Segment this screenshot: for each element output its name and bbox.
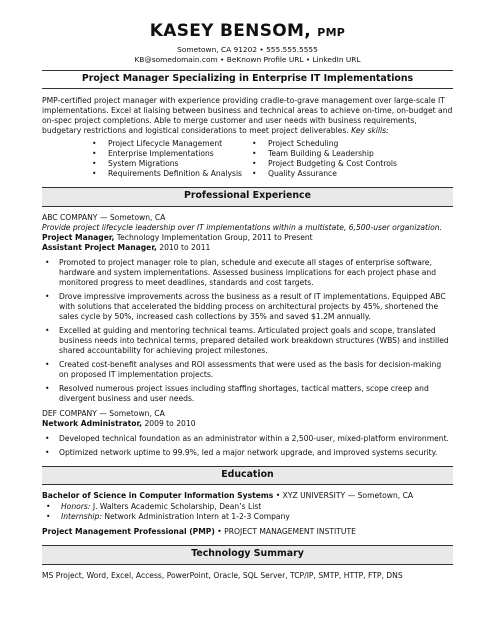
- education-block: [42, 491, 453, 537]
- headline: Project Manager Specializing in Enterprise IT Implementations: [42, 70, 453, 89]
- role-title: Project Manager,: [42, 232, 115, 242]
- job-company: ABC COMPANY — Sometown, CA: [42, 212, 166, 222]
- skills-label: Key skills:: [351, 126, 389, 136]
- contact-block: [42, 45, 453, 65]
- name-text: KASEY BENSOM,: [149, 21, 311, 41]
- certification: Project Management Professional (PMP): [42, 527, 215, 537]
- skill-item: • System Migrations: [90, 159, 250, 169]
- role-detail: 2009 to 2010: [142, 418, 196, 428]
- section-title-technology: Technology Summary: [42, 545, 453, 564]
- section-title-experience: Professional Experience: [42, 187, 453, 206]
- skills-column-1: [90, 139, 250, 179]
- skill-item: • Enterprise Implementations: [90, 149, 250, 159]
- skill-item: • Project Budgeting & Cost Controls: [250, 159, 397, 169]
- skill-item: • Project Lifecycle Management: [90, 139, 250, 149]
- job-def: [42, 409, 453, 458]
- honors-item: [42, 502, 453, 512]
- job-role: [42, 233, 453, 243]
- bullet-item: • Promoted to project manager role to plan, schedule and execute all stages of enterprise software, hardware and system implementations. Assessed business implications for each project phase and monitored progress to meet deadlines, standards and cost targets.: [42, 258, 453, 288]
- certification-line: [42, 527, 453, 537]
- honors-label: Honors:: [61, 502, 91, 512]
- job-abc: [42, 213, 453, 404]
- job-description: Provide project lifecycle leadership over IT implementations within a multistate, 6,500-user organization.: [42, 222, 442, 232]
- online-line: KB@somedomain.com • BeKnown Profile URL • LinkedIn URL: [134, 54, 361, 64]
- internship-item: [42, 512, 453, 522]
- address-line: Sometown, CA 91202 • 555.555.5555: [177, 44, 318, 54]
- job-company: DEF COMPANY — Sometown, CA: [42, 408, 165, 418]
- skills-list: [90, 139, 453, 179]
- skill-item: • Project Scheduling: [250, 139, 397, 149]
- role-title: Assistant Project Manager,: [42, 242, 157, 252]
- bullet-item: • Created cost-benefit analyses and ROI assessments that were used as the basis for decision-making on proposed IT implementation projects.: [42, 360, 453, 380]
- internship-label: Internship:: [61, 512, 102, 522]
- summary: [42, 96, 453, 179]
- degree-line: [42, 491, 453, 501]
- role-detail: 2010 to 2011: [156, 242, 211, 252]
- role-detail: Technology Implementation Group, 2011 to Present: [114, 232, 313, 242]
- technology-list: MS Project, Word, Excel, Access, PowerPoint, Oracle, SQL Server, TCP/IP, SMTP, HTTP, FTP, DNS: [42, 570, 403, 580]
- bullet-item: • Resolved numerous project issues including staffing shortages, tactical matters, scope creep and divergent business and user needs.: [42, 384, 453, 404]
- school: • XYZ UNIVERSITY — Sometown, CA: [273, 491, 414, 501]
- job-role: [42, 243, 453, 253]
- credential: PMP: [317, 26, 346, 39]
- internship-text: Network Administration Intern at 1-2-3 Company: [101, 512, 290, 522]
- bullet-item: • Developed technical foundation as an administrator within a 2,500-user, mixed-platform environment.: [42, 434, 453, 444]
- bullet-item: • Optimized network uptime to 99.9%, led a major network upgrade, and improved systems security.: [42, 448, 453, 458]
- job-bullets: [42, 434, 453, 458]
- bullet-item: • Drove impressive improvements across the business as a result of IT implementations. Equipped ABC with solutions that accelerated the bidding process on architectural projects by 45%, shortened the sales cycle by 50%, increased cash collections by 35% and saved $1.2M annually.: [42, 292, 453, 322]
- bullet-item: • Excelled at guiding and mentoring technical teams. Articulated project goals and scope, translated business needs into technical terms, prepared detailed work breakdown structures (WBS) and instilled shared accountability for achieving project milestones.: [42, 326, 453, 356]
- summary-text: PMP-certified project manager with experience providing cradle-to-grave management over large-scale IT implementations. Excel at liaising between business and technical areas to achieve on-time, on-budget and on-spec project completions. Able to merge customer and user needs with business requirements, budgetary restrictions and logistical considerations to meet project deliverables.: [42, 96, 453, 136]
- skills-column-2: [250, 139, 397, 179]
- degree: Bachelor of Science in Computer Information Systems: [42, 491, 274, 501]
- skill-item: • Requirements Definition & Analysis: [90, 169, 250, 179]
- skill-item: • Quality Assurance: [250, 169, 397, 179]
- role-title: Network Administrator,: [42, 418, 143, 428]
- certification-org: • PROJECT MANAGEMENT INSTITUTE: [214, 527, 356, 537]
- section-title-education: Education: [42, 466, 453, 485]
- education-details: [42, 502, 453, 522]
- skill-item: • Team Building & Leadership: [250, 149, 397, 159]
- honors-text: J. Walters Academic Scholarship, Dean’s List: [90, 502, 262, 512]
- job-role: [42, 419, 453, 429]
- candidate-name: [42, 22, 453, 41]
- job-bullets: [42, 258, 453, 404]
